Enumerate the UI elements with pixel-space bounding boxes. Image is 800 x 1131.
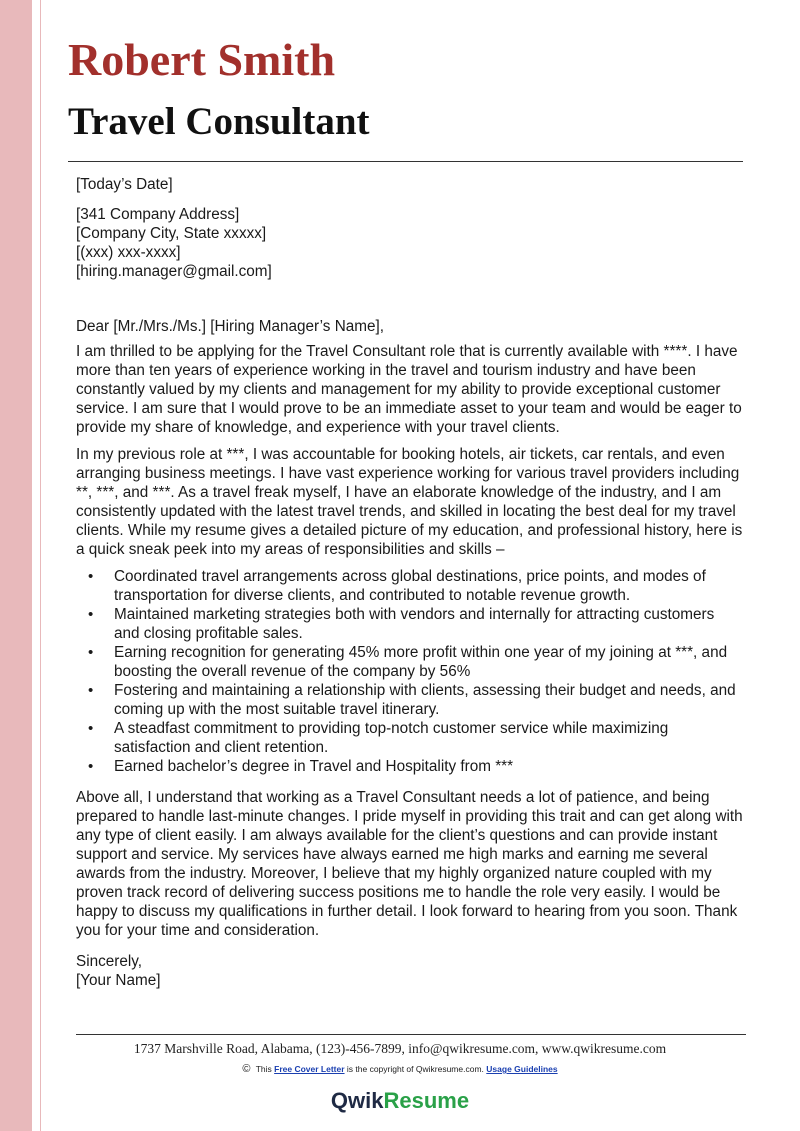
copyright-middle: is the copyright of Qwikresume.com. — [346, 1064, 484, 1074]
list-item-text: Maintained marketing strategies both with vendors and internally for attracting customers and closing profitable sales. — [114, 606, 715, 642]
list-item-text: Fostering and maintaining a relationship with clients, assessing their budget and needs, and coming up with the most suitable travel itinerary. — [114, 682, 736, 718]
list-item — [76, 719, 744, 757]
bullet-icon: • — [88, 758, 94, 775]
letter-body — [76, 175, 744, 990]
list-item-text: Coordinated travel arrangements across global destinations, price points, and modes of transportation for diverse clients, and contributed to notable revenue growth. — [114, 568, 706, 604]
list-item-text: Earned bachelor’s degree in Travel and Hospitality from *** — [114, 758, 514, 775]
logo-part-resume: Resume — [383, 1088, 470, 1113]
address-line: [341 Company Address] — [76, 206, 240, 223]
list-item — [76, 643, 744, 681]
letter-date: [Today’s Date] — [76, 176, 173, 193]
closing: Sincerely, — [76, 953, 143, 970]
bullet-icon: • — [88, 720, 94, 737]
recipient-address — [76, 205, 744, 281]
left-decorative-bar — [0, 0, 32, 1131]
paragraph-closing: Above all, I understand that working as a Travel Consultant needs a lot of patience, and being prepared to handle last-minute changes. I pride myself in providing this trait and can get along with any type of client easily. I am always available for the client’s questions and can provide instant support and service. My services have always earned me high marks and earning me several awards from the industry. Moreover, I believe that my highly organized nature coupled with my proven track record of delivering success positions me to handle the role very easily. I would be happy to discuss my qualifications in further detail. I look forward to hearing from you soon. Thank you for your time and consideration. — [76, 789, 743, 939]
list-item-text: A steadfast commitment to providing top-notch customer service while maximizing satisfaction and client retention. — [114, 720, 669, 756]
address-line: [hiring.manager@gmail.com] — [76, 263, 272, 280]
usage-guidelines-link[interactable]: Usage Guidelines — [486, 1064, 558, 1074]
bullet-icon: • — [88, 682, 94, 699]
list-item — [76, 681, 744, 719]
list-item — [76, 567, 744, 605]
address-line: [(xxx) xxx-xxxx] — [76, 244, 181, 261]
copyright-icon: © — [242, 1063, 251, 1075]
bullet-icon: • — [88, 568, 94, 585]
skills-list — [76, 567, 744, 776]
list-item-text: Earning recognition for generating 45% more profit within one year of my joining at ***, and boosting the overall revenue of the company by 56% — [114, 644, 728, 680]
salutation: Dear [Mr./Mrs./Ms.] [Hiring Manager’s Name], — [76, 318, 384, 335]
paragraph-experience: In my previous role at ***, I was accountable for booking hotels, air tickets, car rentals, and even arranging business meetings. I have vast experience working for various travel providers including **, ***, and ***. As a travel freak myself, I have an elaborate knowledge of the industry, and I am consistently updated with the latest travel trends, and skilled in locating the best deal for my travel clients. While my resume gives a detailed picture of my education, and professional history, here is a quick sneak peek into my areas of responsibilities and skills – — [76, 446, 743, 558]
paragraph-intro: I am thrilled to be applying for the Travel Consultant role that is currently available with ****. I have more than ten years of experience working in the travel and tourism industry and have been constantly valued by my clients and management for my ability to provide exceptional customer service. I am sure that I would prove to be an immediate asset to your team and would be eager to provide my share of knowledge, and experience with your travel clients. — [76, 343, 742, 436]
job-title: Travel Consultant — [68, 100, 370, 143]
address-line: [Company City, State xxxxx] — [76, 225, 267, 242]
list-item — [76, 757, 744, 776]
footer-address: 1737 Marshville Road, Alabama, (123)-456-7899, info@qwikresume.com, www.qwikresume.com — [133, 1041, 667, 1056]
list-item — [76, 605, 744, 643]
signature: [Your Name] — [76, 972, 161, 989]
footer-divider — [76, 1034, 746, 1035]
left-decorative-line — [40, 0, 41, 1131]
copyright-notice — [0, 1063, 800, 1075]
copyright-prefix: This — [255, 1064, 272, 1074]
free-cover-letter-link[interactable]: Free Cover Letter — [274, 1064, 345, 1074]
bullet-icon: • — [88, 606, 94, 623]
sign-off — [76, 952, 744, 990]
logo-part-qwik: Qwik — [330, 1088, 384, 1113]
bullet-icon: • — [88, 644, 94, 661]
header-divider — [68, 161, 743, 162]
qwikresume-logo — [0, 1088, 800, 1114]
applicant-name: Robert Smith — [68, 34, 336, 85]
